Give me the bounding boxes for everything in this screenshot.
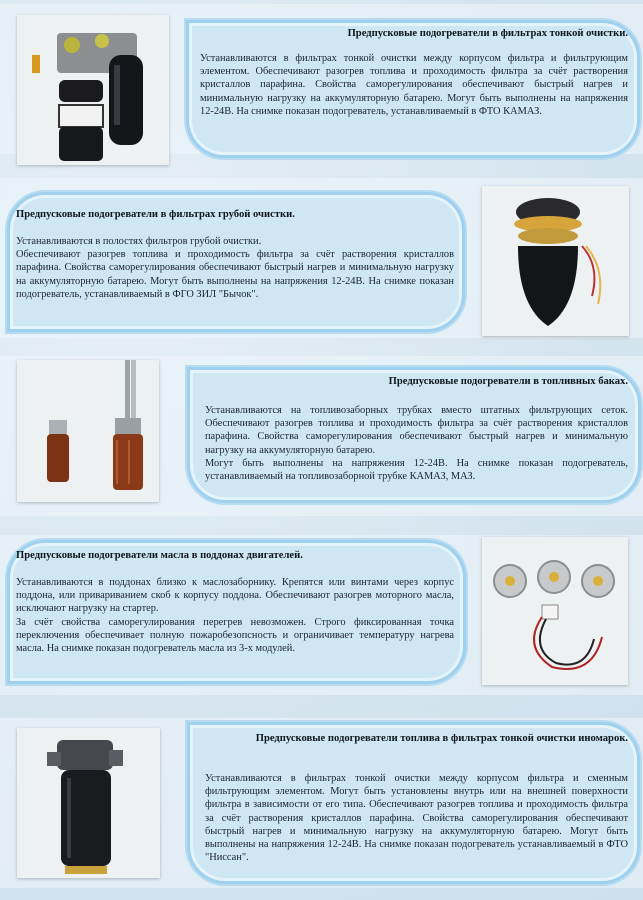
paragraph: Устанавливаются на топливозаборных трубках вместо штатных фильтрующих сеток. Обеспечивают разогрев топлива и проходимость фильтра за счёт растворения кристаллов парафина. Свойства саморегулирования обеспечивают быстрый нагрев и минимальную нагрузку на аккумуляторную батарею. — [205, 405, 628, 456]
section-body — [200, 52, 628, 118]
section-title: Предпусковые подогреватели в фильтрах тонкой очистки. — [347, 28, 628, 39]
paragraph: Обеспечивают разогрев топлива и проходимость фильтра за счёт растворения кристаллов парафина. Свойства саморегулирования обеспечивают быстрый нагрев и минимальную нагрузку на аккумуляторную батарею. Могут быть выполнены на напряжения 12-24В. На снимке показан подогреватель, устанавливаемый в ФГО ЗИЛ "Бычок". — [16, 249, 454, 300]
paragraph: За счёт свойства саморегулирования перегрев невозможен. Строго фиксированная точка переключения обеспечивает полную пожаробезопсность и ограничивает температуру нагрева масла. На снимке показан подогреватель масла из 3-х модулей. — [16, 616, 454, 655]
paragraph: Могут быть выполнены на напряжения 12-24В. На снимке показан подогреватель, устанавливаемый на топливозаборной трубке КАМАЗ, МАЗ. — [205, 457, 628, 483]
section-title: Предпусковые подогреватели в фильтрах грубой очистки. — [16, 209, 295, 220]
zil-coarse-filter-heater-photo — [482, 186, 629, 336]
section-title: Предпусковые подогреватели топлива в фильтрах тонкой очистки иномарок. — [255, 733, 628, 744]
kamaz-fine-filter-heater-photo — [17, 15, 169, 165]
paragraph: Устанавливаются в полостях фильтров грубой очистки. — [16, 236, 262, 247]
section-title: Предпусковые подогреватели в топливных баках. — [388, 376, 628, 387]
section-title: Предпусковые подогреватели масла в поддонах двигателей. — [16, 550, 303, 561]
paragraph: Устанавливаются в фильтрах тонкой очистки между корпусом фильтра и сменным фильтрующим элементом. Могут быть установлены внутрь или на внешней поверхности фильтра в зависимости от его типа. Обеспечивают разогрев топлива и проходимость фильтра за счёт растворения кристаллов парафина. Свойства саморегулирования обеспечивают быстрый нагрев и минимальную нагрузку на аккумуляторную батарею. Могут быть выполнены на напряжения 12-24В. На снимке показан подогреватель устанавливаемый в ФТО "Ниссан". — [205, 773, 628, 864]
paragraph: Устанавливаются в поддонах близко к маслозаборнику. Крепятся или винтами через корпус поддона, или привариванием скоб к корпусу поддона. Обеспечивают разогрев моторного масла, исключают нагрузку на стартер. — [16, 577, 454, 615]
paragraph: Устанавливаются в фильтрах тонкой очистки между корпусом фильтра и фильтрующим элементом. Обеспечивают разогрев топлива и проходимость фильтра за счёт растворения кристаллов парафина. Свойства саморегулирования обеспечивают быстрый нагрев и минимальную нагрузку на аккумуляторную батарею. Могут быть выполнены на напряжения 12-24В. На снимке показан подогреватель, устанавливаемый в ФТО КАМАЗ. — [200, 53, 628, 117]
section-body — [205, 772, 628, 864]
section-body — [16, 576, 454, 655]
section-body — [16, 235, 454, 301]
fuel-tank-intake-heater-photo — [17, 360, 159, 502]
oil-pan-heater-modules-photo — [482, 537, 628, 685]
section-body — [205, 404, 628, 483]
nissan-fine-filter-heater-photo — [17, 728, 160, 878]
